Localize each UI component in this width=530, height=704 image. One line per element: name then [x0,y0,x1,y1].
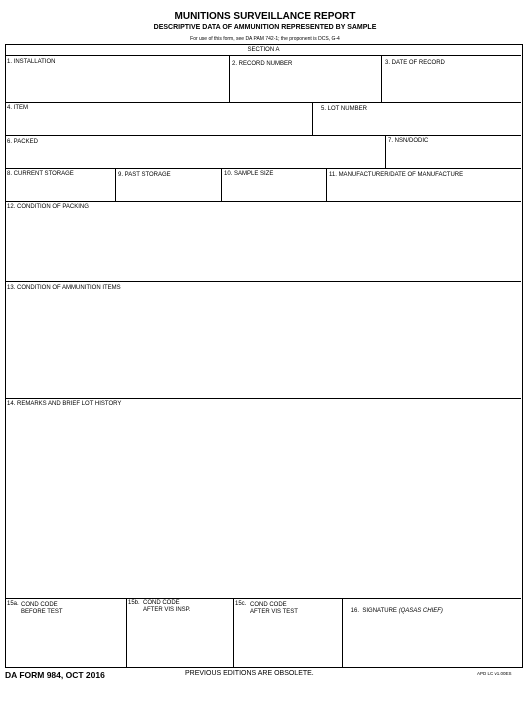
field-manufacturer[interactable]: 11. MANUFACTURER/DATE OF MANUFACTURE [329,172,464,178]
obsolete-notice: PREVIOUS EDITIONS ARE OBSOLETE. [185,670,314,677]
section-a-header: SECTION A [6,45,521,56]
form-identifier: DA FORM 984, OCT 2016 [5,670,105,680]
field-condition-of-ammunition[interactable]: 13. CONDITION OF AMMUNITION ITEMS [7,285,121,291]
column-divider [115,168,116,201]
field-record-number[interactable]: 2. RECORD NUMBER [232,61,293,67]
column-divider [385,135,386,168]
field-15c-number: 15c. [235,601,247,607]
column-divider [126,598,127,667]
field-signature[interactable] [344,601,443,622]
usage-note: For use of this form, see DA PAM 742-1; the proponent is DCS, G-4 [190,36,340,42]
row-divider [6,281,521,282]
field-condition-of-packing[interactable]: 12. CONDITION OF PACKING [7,204,89,210]
field-current-storage[interactable]: 8. CURRENT STORAGE [7,171,74,177]
column-divider [233,598,234,667]
row-divider [6,102,521,103]
field-16-number: 16. [350,608,360,614]
row-divider [6,201,521,202]
field-packed[interactable]: 6. PACKED [7,139,38,145]
row-divider [6,598,521,599]
field-cond-code-after-vis-insp[interactable]: COND CODE AFTER VIS INSP. [143,600,191,613]
form-subtitle: DESCRIPTIVE DATA OF AMMUNITION REPRESENTED BY SAMPLE [153,24,377,31]
signature-label: SIGNATURE [362,608,397,614]
version-label: APD LC v1.00ES [477,671,512,676]
field-installation[interactable]: 1. INSTALLATION [7,59,56,65]
column-divider [342,598,343,667]
field-past-storage[interactable]: 9. PAST STORAGE [118,172,171,178]
report-form [5,44,523,668]
field-date-of-record[interactable]: 3. DATE OF RECORD [385,60,445,66]
field-lot-number[interactable]: 5. LOT NUMBER [321,106,367,112]
field-cond-code-before-test[interactable]: COND CODE BEFORE TEST [21,602,63,615]
field-sample-size[interactable]: 10. SAMPLE SIZE [224,171,274,177]
column-divider [312,102,313,135]
field-cond-code-after-vis-test[interactable]: COND CODE AFTER VIS TEST [250,602,298,615]
signature-role: (QASAS CHIEF) [398,608,443,614]
field-item[interactable]: 4. ITEM [7,105,29,111]
row-divider [6,168,521,169]
field-remarks[interactable]: 14. REMARKS AND BRIEF LOT HISTORY [7,401,122,407]
form-title: MUNITIONS SURVEILLANCE REPORT [174,11,356,22]
row-divider [6,398,521,399]
column-divider [326,168,327,201]
field-15b-number: 15b. [128,600,140,606]
column-divider [221,168,222,201]
column-divider [381,56,382,102]
row-divider [6,135,521,136]
column-divider [229,56,230,102]
field-15a-number: 15a. [7,601,19,607]
field-nsn-dodic[interactable]: 7. NSN/DODIC [388,138,429,144]
